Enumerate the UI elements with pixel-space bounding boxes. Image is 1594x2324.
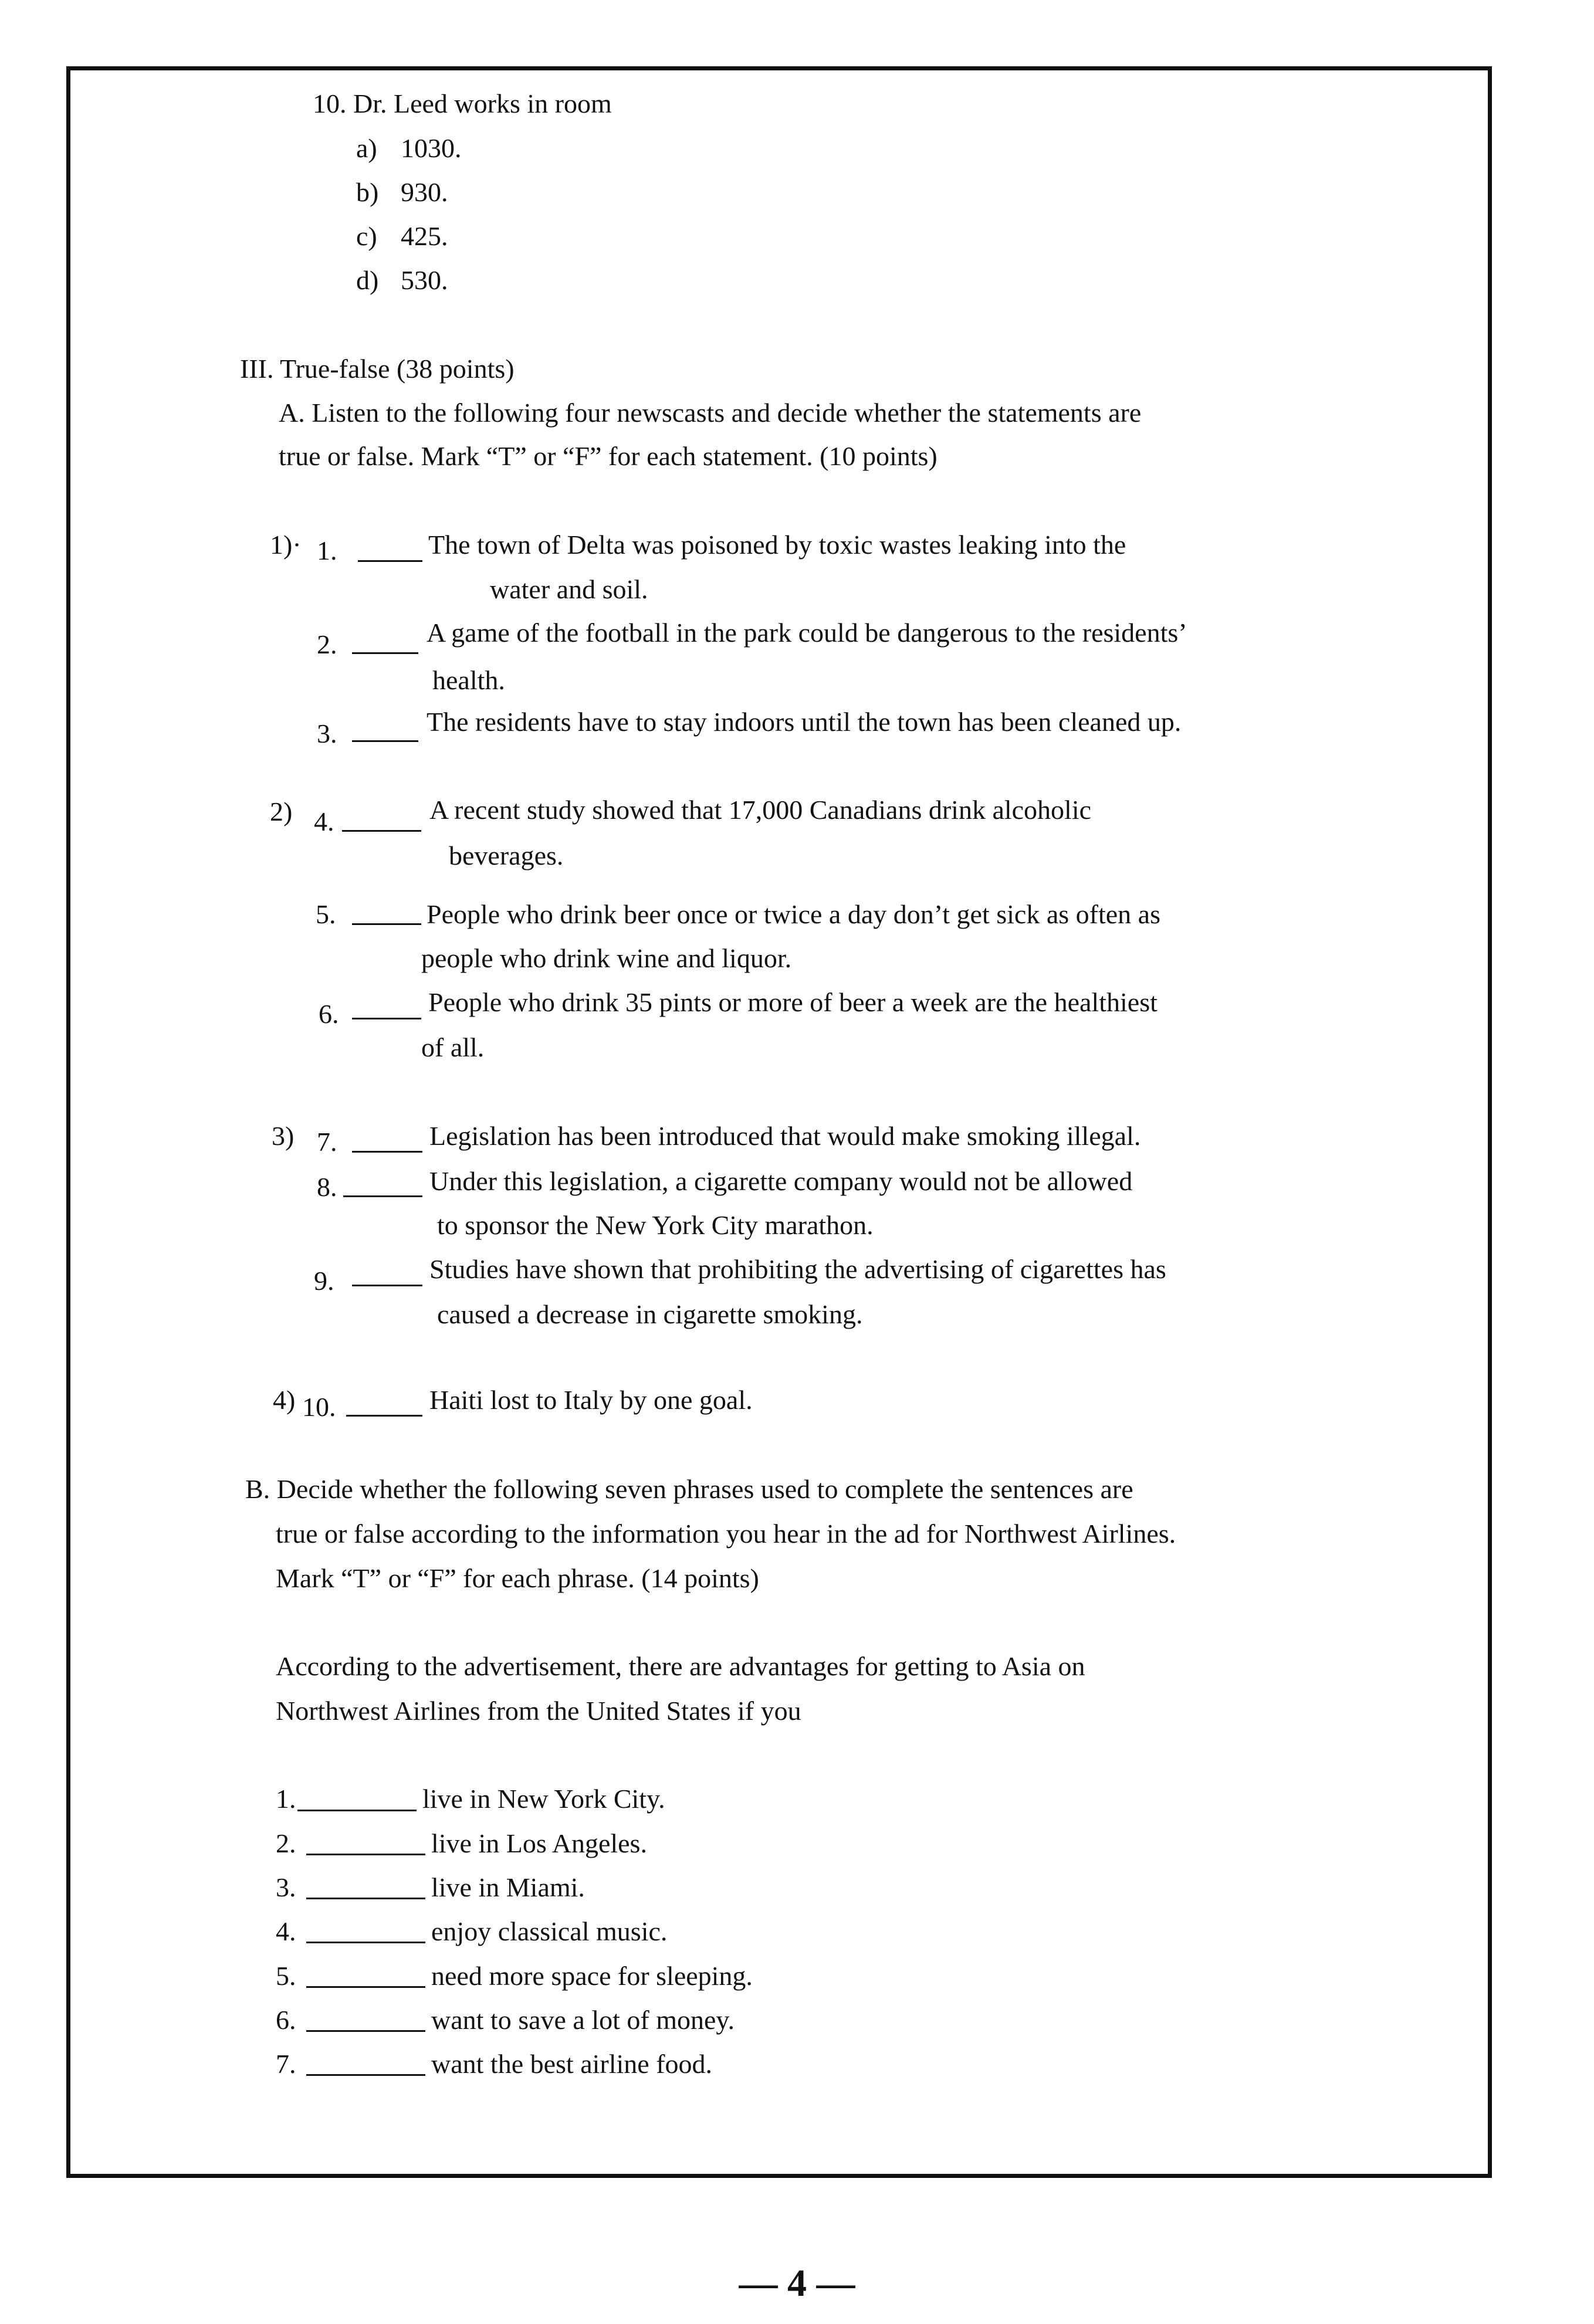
item-number: 9. — [314, 1266, 334, 1296]
item-number: 5. — [276, 1961, 296, 1991]
answer-blank[interactable] — [306, 1942, 425, 1943]
answer-blank[interactable] — [306, 1898, 425, 1899]
option-text: 930. — [401, 177, 448, 207]
statement-text: water and soil. — [490, 574, 648, 604]
item-number: 2. — [276, 1828, 296, 1858]
part-b-instructions: Mark “T” or “F” for each phrase. (14 points) — [276, 1563, 759, 1593]
option-label: b) — [356, 177, 379, 207]
statement-text: People who drink 35 pints or more of beer a week are the healthiest — [428, 987, 1158, 1017]
item-number: 2. — [317, 629, 337, 659]
item-number: 6. — [319, 999, 339, 1029]
page-number: — 4 — — [739, 2262, 855, 2305]
item-number: 1. — [276, 1784, 296, 1814]
newscast-label: 2) — [270, 797, 293, 826]
item-number: 4. — [314, 807, 334, 836]
statement-text: The town of Delta was poisoned by toxic wastes leaking into the — [428, 530, 1126, 560]
option-label: c) — [356, 221, 377, 251]
newscast-label: 3) — [272, 1121, 295, 1151]
phrase-text: want the best airline food. — [431, 2049, 713, 2079]
item-number: 7. — [276, 2049, 296, 2079]
option-text: 530. — [401, 265, 448, 295]
statement-text: to sponsor the New York City marathon. — [437, 1210, 874, 1240]
part-b-lead: According to the advertisement, there are advantages for getting to Asia on — [276, 1651, 1085, 1681]
option-label: a) — [356, 133, 377, 163]
phrase-text: want to save a lot of money. — [431, 2005, 735, 2035]
statement-text: A recent study showed that 17,000 Canadians drink alcoholic — [429, 795, 1092, 825]
answer-blank[interactable] — [352, 652, 418, 654]
phrase-text: live in Miami. — [431, 1872, 585, 1902]
answer-blank[interactable] — [352, 1018, 421, 1019]
statement-text: people who drink wine and liquor. — [421, 943, 792, 973]
option-label: d) — [356, 265, 379, 295]
phrase-text: enjoy classical music. — [431, 1916, 668, 1946]
item-number: 3. — [276, 1872, 296, 1902]
item-number: 4. — [276, 1916, 296, 1946]
answer-blank[interactable] — [306, 1986, 425, 1988]
answer-blank[interactable] — [346, 1415, 422, 1417]
phrase-text: live in New York City. — [422, 1784, 665, 1814]
answer-blank[interactable] — [306, 2030, 425, 2032]
answer-blank[interactable] — [352, 1285, 422, 1286]
item-number: 7. — [317, 1127, 337, 1157]
statement-text: The residents have to stay indoors until the town has been cleaned up. — [427, 707, 1182, 737]
answer-blank[interactable] — [343, 1195, 422, 1197]
part-b-lead: Northwest Airlines from the United States if you — [276, 1696, 801, 1726]
statement-text: health. — [432, 665, 505, 695]
item-number: 8. — [317, 1172, 337, 1202]
item-number: 1. — [317, 536, 337, 565]
answer-blank[interactable] — [297, 1810, 417, 1811]
statement-text: A game of the football in the park could be dangerous to the residents’ — [427, 618, 1187, 648]
section-heading: III. True-false (38 points) — [240, 354, 515, 384]
part-a-instructions: A. Listen to the following four newscasts and decide whether the statements are — [279, 398, 1142, 428]
part-b-instructions: B. Decide whether the following seven phrases used to complete the sentences are — [245, 1474, 1133, 1504]
part-a-instructions: true or false. Mark “T” or “F” for each statement. (10 points) — [279, 441, 938, 471]
answer-blank[interactable] — [352, 1151, 422, 1153]
answer-blank[interactable] — [306, 2074, 425, 2076]
item-number: 6. — [276, 2005, 296, 2035]
newscast-label: 4) — [273, 1385, 296, 1415]
option-text: 425. — [401, 221, 448, 251]
statement-text: Legislation has been introduced that would make smoking illegal. — [429, 1121, 1141, 1151]
answer-blank[interactable] — [306, 1854, 425, 1855]
statement-text: beverages. — [449, 841, 564, 870]
statement-text: Haiti lost to Italy by one goal. — [429, 1385, 753, 1415]
phrase-text: need more space for sleeping. — [431, 1961, 753, 1991]
statement-text: Under this legislation, a cigarette company would not be allowed — [429, 1166, 1133, 1196]
answer-blank[interactable] — [352, 923, 421, 925]
statement-text: of all. — [421, 1032, 485, 1062]
statement-text: caused a decrease in cigarette smoking. — [437, 1299, 863, 1329]
answer-blank[interactable] — [352, 740, 418, 742]
item-number: 5. — [316, 899, 336, 929]
statement-text: Studies have shown that prohibiting the advertising of cigarettes has — [429, 1254, 1166, 1284]
item-number: 3. — [317, 719, 337, 748]
answer-blank[interactable] — [342, 830, 421, 832]
part-b-instructions: true or false according to the information you hear in the ad for Northwest Airlines. — [276, 1519, 1176, 1549]
answer-blank[interactable] — [358, 560, 422, 562]
item-number: 10. — [302, 1392, 336, 1422]
option-text: 1030. — [401, 133, 462, 163]
phrase-text: live in Los Angeles. — [431, 1828, 647, 1858]
statement-text: People who drink beer once or twice a day don’t get sick as often as — [427, 899, 1160, 929]
question-10-stem: 10. Dr. Leed works in room — [313, 89, 612, 118]
newscast-label: 1)· — [270, 530, 302, 560]
